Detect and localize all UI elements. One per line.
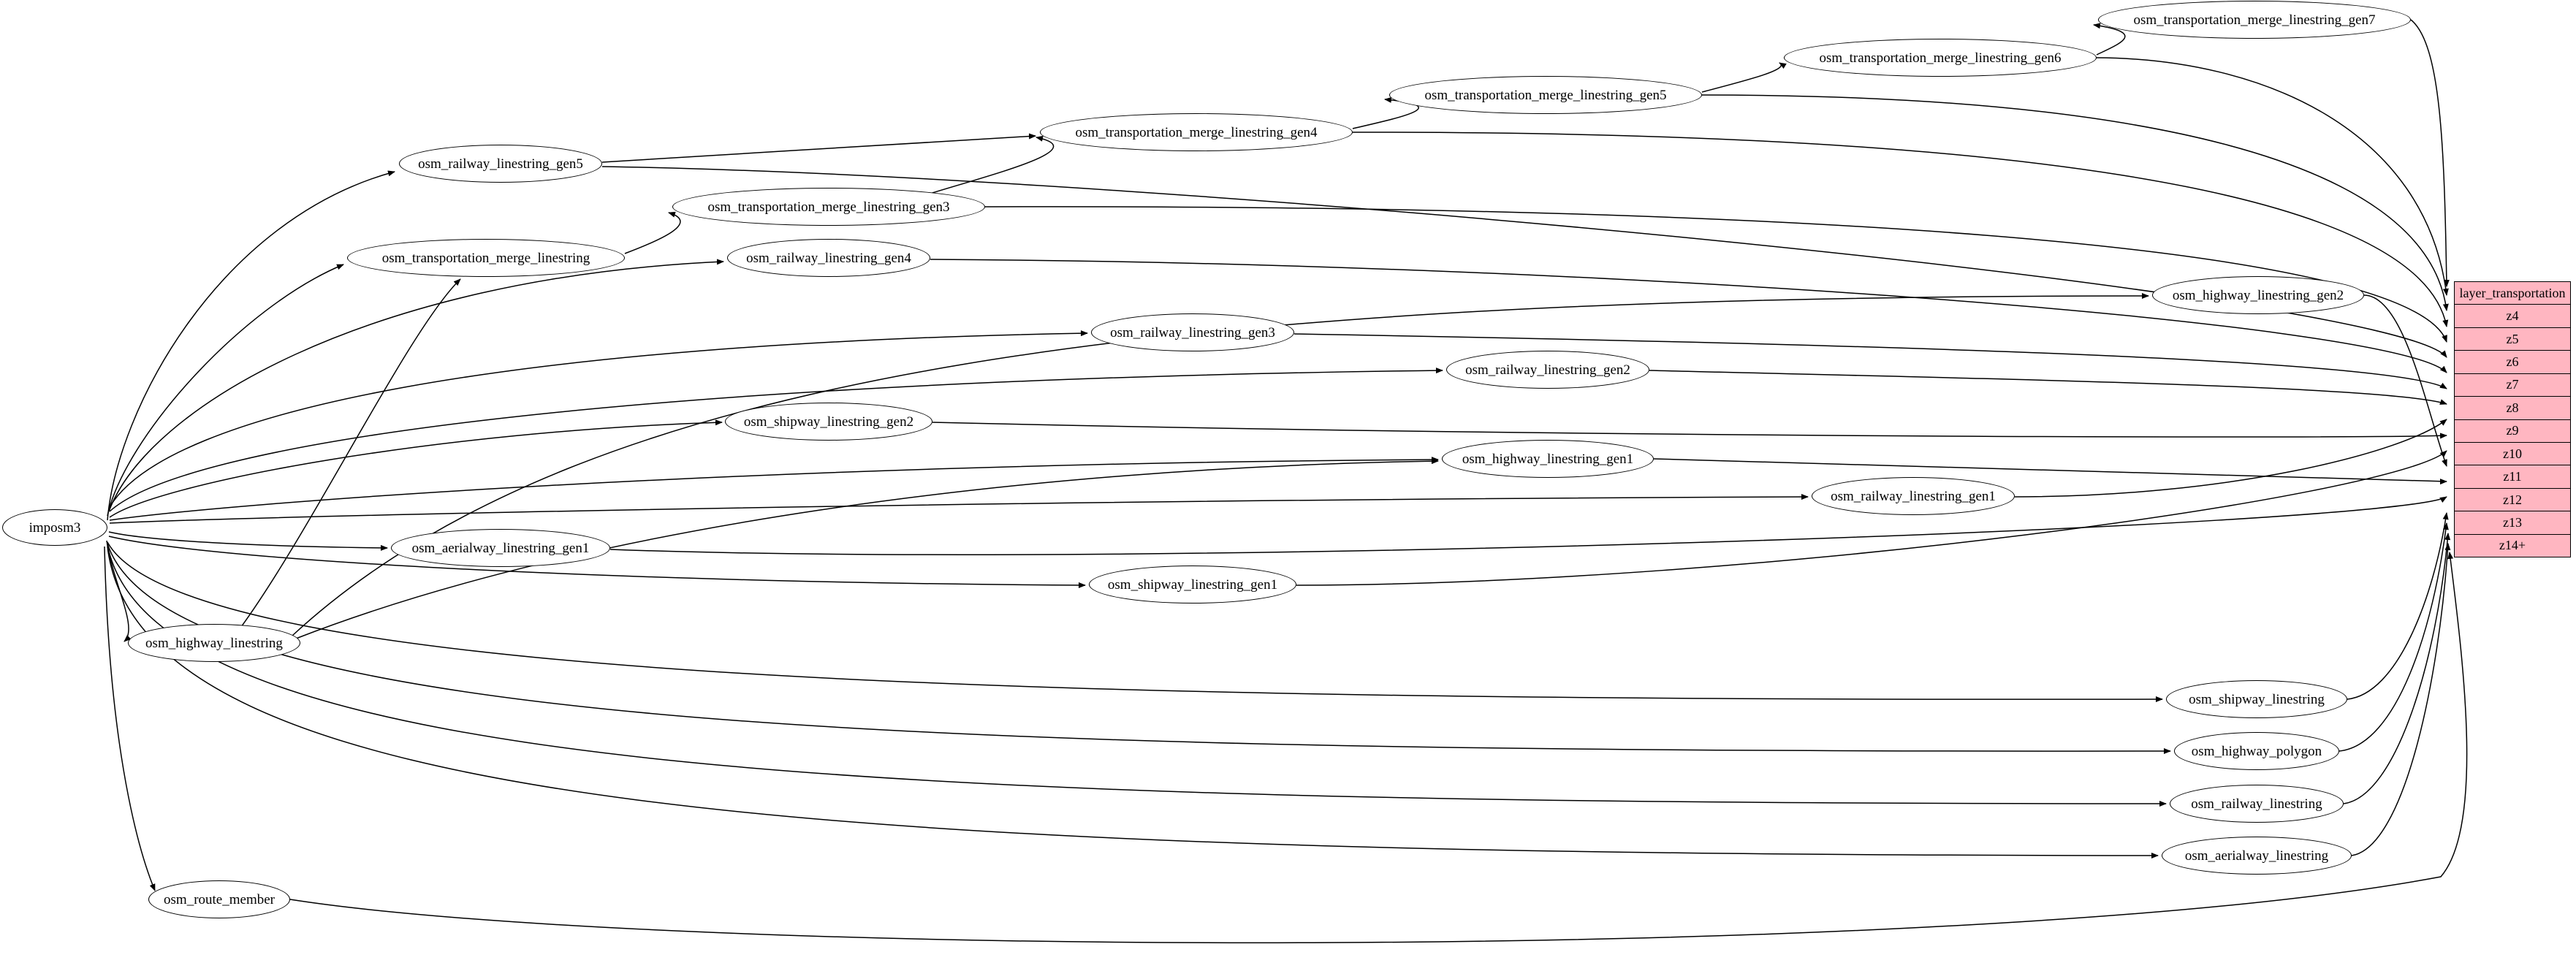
node-osm-transportation-merge-linestring-gen3[interactable] <box>672 188 985 226</box>
node-osm-highway-linestring-gen2[interactable] <box>2152 276 2364 314</box>
table-row: z4 <box>2455 305 2570 327</box>
node-osm-railway-linestring-gen5[interactable] <box>399 145 602 183</box>
node-osm-railway-linestring-gen4[interactable] <box>727 239 930 277</box>
node-label: osm_highway_linestring <box>145 635 283 651</box>
node-label: osm_railway_linestring_gen3 <box>1110 324 1275 340</box>
node-osm-aerialway-linestring-gen1[interactable] <box>391 529 610 567</box>
node-label: osm_highway_polygon <box>2191 743 2322 759</box>
table-row: z7 <box>2455 374 2570 397</box>
node-label: osm_railway_linestring_gen1 <box>1831 488 1996 504</box>
node-osm-shipway-linestring[interactable] <box>2166 680 2347 718</box>
node-label: osm_shipway_linestring <box>2189 691 2325 707</box>
node-label: imposm3 <box>29 519 81 536</box>
node-osm-railway-linestring-gen3[interactable] <box>1091 313 1294 351</box>
table-row: z14+ <box>2499 538 2526 553</box>
node-label: osm_transportation_merge_linestring_gen6 <box>1819 50 2062 66</box>
node-label: osm_transportation_merge_linestring_gen5 <box>1424 87 1667 103</box>
table-row: z10 <box>2455 443 2570 465</box>
node-osm-railway-linestring-gen2[interactable] <box>1446 351 1649 389</box>
node-label: osm_highway_linestring_gen2 <box>2172 287 2344 303</box>
node-layer-transportation-table[interactable] <box>2454 281 2571 557</box>
node-label: osm_transportation_merge_linestring_gen4 <box>1075 124 1318 140</box>
node-label: osm_transportation_merge_linestring_gen7 <box>2133 12 2376 28</box>
node-label: osm_route_member <box>164 891 275 907</box>
node-osm-shipway-linestring-gen1[interactable] <box>1089 566 1296 603</box>
node-imposm3[interactable] <box>2 509 107 546</box>
node-label: osm_aerialway_linestring_gen1 <box>411 540 590 556</box>
node-osm-aerialway-linestring[interactable] <box>2162 837 2352 875</box>
node-osm-route-member[interactable] <box>148 880 290 918</box>
node-label: osm_highway_linestring_gen1 <box>1462 451 1634 467</box>
node-osm-transportation-merge-linestring-gen6[interactable] <box>1784 39 2097 77</box>
node-label: osm_railway_linestring <box>2191 796 2322 812</box>
table-header: layer_transportation <box>2455 282 2570 305</box>
node-osm-transportation-merge-linestring[interactable] <box>347 239 625 277</box>
node-osm-transportation-merge-linestring-gen4[interactable] <box>1040 113 1353 151</box>
table-row: z13 <box>2455 511 2570 534</box>
node-label: osm_aerialway_linestring <box>2184 848 2329 864</box>
node-osm-transportation-merge-linestring-gen7[interactable] <box>2098 1 2411 39</box>
table-row: z11 <box>2455 465 2570 488</box>
node-label: osm_railway_linestring_gen4 <box>746 250 911 266</box>
node-osm-highway-linestring-gen1[interactable] <box>1442 440 1654 478</box>
node-label: osm_railway_linestring_gen2 <box>1465 362 1630 378</box>
node-label: osm_shipway_linestring_gen2 <box>743 414 914 430</box>
node-osm-shipway-linestring-gen2[interactable] <box>725 403 932 441</box>
node-osm-transportation-merge-linestring-gen5[interactable] <box>1389 76 1702 114</box>
node-osm-highway-linestring[interactable] <box>128 624 300 662</box>
table-row: z5 <box>2455 328 2570 351</box>
node-label: osm_transportation_merge_linestring <box>381 250 590 266</box>
node-osm-railway-linestring[interactable] <box>2170 785 2344 823</box>
table-row: z6 <box>2455 351 2570 373</box>
node-osm-highway-polygon[interactable] <box>2174 732 2339 770</box>
node-label: osm_railway_linestring_gen5 <box>418 156 583 172</box>
node-label: osm_shipway_linestring_gen1 <box>1107 576 1278 593</box>
table-row: z12 <box>2455 489 2570 511</box>
table-row: z8 <box>2455 397 2570 419</box>
table-row: z9 <box>2455 420 2570 443</box>
node-label: osm_transportation_merge_linestring_gen3 <box>707 199 950 215</box>
node-osm-railway-linestring-gen1[interactable] <box>1812 477 2015 515</box>
